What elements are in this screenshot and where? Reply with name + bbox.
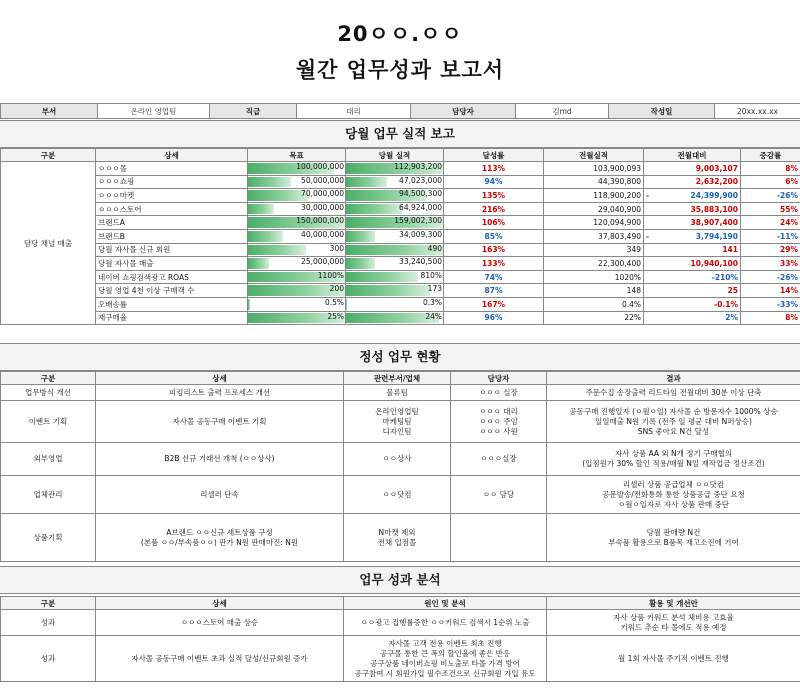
perf-prev: 29,040,900 xyxy=(544,202,644,216)
perf-actual-bar[interactable] xyxy=(346,284,444,298)
perf-prev: 22% xyxy=(544,311,644,325)
perf-target-value: 30,000,000 xyxy=(301,202,344,212)
perf-change: -26% xyxy=(741,189,800,203)
perf-target-bar-wrap xyxy=(248,298,345,311)
perf-rate: 133% xyxy=(444,257,544,271)
perf-diff xyxy=(644,175,741,189)
perf-diff-value: 24,399,900 xyxy=(690,190,738,200)
perf-row xyxy=(1,243,800,257)
perf-target-value: 40,000,000 xyxy=(301,229,344,239)
perf-rate: 135% xyxy=(444,189,544,203)
perf-actual-value: 159,002,300 xyxy=(394,216,442,226)
perf-item-name[interactable]: ㅇㅇㅇ마켓 xyxy=(96,189,248,203)
ana-detail[interactable]: 자사몰 공동구매 이벤트 초과 실적 달성/신규회원 증가 xyxy=(96,636,344,682)
perf-target-bar[interactable] xyxy=(248,189,346,203)
perf-item-name[interactable]: 당월 자사몰 매출 xyxy=(96,257,248,271)
qual-detail[interactable]: 리셀러 단속 xyxy=(96,476,344,514)
perf-row xyxy=(1,297,800,311)
perf-target-bar[interactable] xyxy=(248,270,346,284)
perf-rate: 74% xyxy=(444,270,544,284)
perf-item-name[interactable]: 브랜드B xyxy=(96,229,248,243)
qual-detail[interactable]: 피킹리스트 출력 프로세스 개선 xyxy=(96,385,344,401)
perf-row xyxy=(1,162,800,176)
perf-diff-value: 25 xyxy=(727,286,738,296)
perf-change: -11% xyxy=(741,229,800,243)
perf-target-value: 1100% xyxy=(317,270,344,280)
perf-target-value: 150,000,000 xyxy=(296,216,344,226)
perf-diff-value: -210% xyxy=(711,272,738,282)
perf-item-name[interactable]: 당월 영업 4천 이상 구매객 수 xyxy=(96,284,248,298)
perf-actual-value: 94,500,300 xyxy=(399,189,442,199)
perf-item-name[interactable]: ㅇㅇㅇ몰 xyxy=(96,162,248,176)
qual-header-cell: 관련부서/업체 xyxy=(344,372,451,385)
perf-target-bar[interactable] xyxy=(248,243,346,257)
perf-diff-value: 9,003,107 xyxy=(695,163,738,173)
ana-cause[interactable]: 자사몰 고객 전용 이벤트 최초 진행 공구몰 통한 큰 폭의 할인율에 좋은 반응 공구상품 네이버쇼핑 비노출로 타몰 가격 방어 공구참여 시 회원가입 필수조건으로 신규회원 가입 유도 xyxy=(344,636,547,682)
perf-actual-value: 34,009,300 xyxy=(399,229,442,239)
qual-result[interactable]: 리셀러 상품 공급업체 ㅇㅇ닷컴 공문발송/전화통화 통한 상품공급 중단 요청 ㅇ월ㅇ일자로 자사 상품 판매 중단 xyxy=(547,476,800,514)
perf-target-bar[interactable] xyxy=(248,257,346,271)
qual-owner[interactable]: ㅇㅇㅇ 대리 ㅇㅇㅇ 주임 ㅇㅇㅇ 사원 xyxy=(451,401,547,443)
perf-prev: 148 xyxy=(544,284,644,298)
qual-section-title: 정성 업무 현황 xyxy=(0,343,800,371)
ana-cat: 성과 xyxy=(1,610,96,636)
perf-rate: 96% xyxy=(444,311,544,325)
qual-cat: 업체관리 xyxy=(1,476,96,514)
perf-header-cell: 목표 xyxy=(248,149,346,162)
qual-table xyxy=(0,371,800,562)
qual-header-cell: 담당자 xyxy=(451,372,547,385)
perf-target-value: 0.5% xyxy=(324,297,344,307)
perf-table xyxy=(0,148,800,325)
perf-change: 6% xyxy=(741,175,800,189)
perf-target-value: 200 xyxy=(329,284,344,294)
perf-header-cell: 증감률 xyxy=(741,149,800,162)
perf-target-bar[interactable] xyxy=(248,216,346,230)
perf-actual-bar-wrap xyxy=(346,203,443,216)
perf-item-name[interactable]: 당월 자사몰 신규 회원 xyxy=(96,243,248,257)
perf-change: 8% xyxy=(741,162,800,176)
qual-detail[interactable]: B2B 신규 거래선 개척 (ㅇㅇ상사) xyxy=(96,443,344,476)
perf-actual-value: 24% xyxy=(425,311,442,321)
ana-plan[interactable]: 월 1회 자사몰 주기적 이벤트 진행 xyxy=(547,636,800,682)
perf-actual-bar-wrap xyxy=(346,189,443,202)
perf-diff-mark: - xyxy=(646,231,650,241)
perf-prev: 22,300,400 xyxy=(544,257,644,271)
perf-header-cell: 달성률 xyxy=(444,149,544,162)
qual-related[interactable]: 물류팀 xyxy=(344,385,451,401)
qual-related[interactable]: 온라인영업팀 마케팅팀 디자인팀 xyxy=(344,401,451,443)
perf-diff xyxy=(644,216,741,230)
perf-actual-bar-wrap xyxy=(346,298,443,311)
perf-prev: 0.4% xyxy=(544,297,644,311)
perf-diff-value: 2% xyxy=(725,313,738,323)
perf-change: 33% xyxy=(741,257,800,271)
perf-actual-bar[interactable] xyxy=(346,229,444,243)
perf-prev: 103,900,093 xyxy=(544,162,644,176)
perf-actual-bar-wrap xyxy=(346,271,443,284)
perf-target-value: 50,000,000 xyxy=(301,175,344,185)
perf-item-name[interactable]: 브랜드A xyxy=(96,216,248,230)
perf-rate: 216% xyxy=(444,202,544,216)
perf-actual-value: 810% xyxy=(420,270,442,280)
perf-item-name[interactable]: ㅇㅇㅇ쇼핑 xyxy=(96,175,248,189)
perf-target-value: 70,000,000 xyxy=(301,189,344,199)
perf-rate: 87% xyxy=(444,284,544,298)
perf-actual-value: 47,023,000 xyxy=(399,175,442,185)
perf-target-bar-wrap xyxy=(248,244,345,257)
perf-prev: 1020% xyxy=(544,270,644,284)
perf-target-bar-wrap xyxy=(248,284,345,297)
perf-target-bar-wrap xyxy=(248,312,345,325)
perf-change: 55% xyxy=(741,202,800,216)
perf-diff-value: 38,907,400 xyxy=(690,218,738,228)
perf-target-value: 25% xyxy=(327,311,344,321)
perf-rate: 106% xyxy=(444,216,544,230)
perf-header-cell: 전월실적 xyxy=(544,149,644,162)
perf-actual-value: 490 xyxy=(427,243,442,253)
qual-detail[interactable]: 자사몰 공동구매 이벤트 기획 xyxy=(96,401,344,443)
perf-row xyxy=(1,284,800,298)
perf-prev: 37,803,490 xyxy=(544,229,644,243)
perf-target-value: 100,000,000 xyxy=(296,162,344,171)
perf-target-bar[interactable] xyxy=(248,162,346,176)
perf-diff xyxy=(644,162,741,176)
perf-actual-value: 173 xyxy=(427,284,442,294)
perf-actual-bar-wrap xyxy=(346,312,443,325)
qual-header-cell: 구분 xyxy=(1,372,96,385)
ana-plan[interactable]: 자사 상품 키워드 분석 체비용 고효율 키워드 추순 타 몰에도 적용 예정 xyxy=(547,610,800,636)
perf-prev: 120,094,900 xyxy=(544,216,644,230)
perf-target-bar-wrap xyxy=(248,162,345,175)
perf-header-cell: 상세 xyxy=(96,149,248,162)
perf-change: 29% xyxy=(741,243,800,257)
owner-value[interactable]: 김md xyxy=(516,104,609,119)
date-value[interactable]: 20xx.xx.xx xyxy=(715,104,800,119)
perf-target-bar-wrap xyxy=(248,176,345,189)
date-label: 작성일 xyxy=(609,104,715,119)
perf-rate: 163% xyxy=(444,243,544,257)
qual-result[interactable]: 주문수집 송장출력 리드타임 전월대비 30분 이상 단축 xyxy=(547,385,800,401)
perf-actual-bar[interactable] xyxy=(346,257,444,271)
perf-diff-mark: - xyxy=(646,190,650,200)
perf-prev: 349 xyxy=(544,243,644,257)
perf-row xyxy=(1,270,800,284)
perf-actual-value: 0.3% xyxy=(422,297,442,307)
perf-target-value: 25,000,000 xyxy=(301,257,344,267)
qual-result[interactable]: 공동구매 진행일자 (ㅇ월ㅇ일) 자사몰 순 방문자수 1000% 상승 일일매출 N원 기록 (전주 일 평균 대비 N퍼상승) SNS 좋아요 N건 달성 xyxy=(547,401,800,443)
perf-actual-bar[interactable] xyxy=(346,297,444,311)
perf-actual-bar[interactable] xyxy=(346,216,444,230)
qual-owner[interactable]: ㅇㅇㅇ 실장 xyxy=(451,385,547,401)
perf-row xyxy=(1,189,800,203)
ana-header-cell: 상세 xyxy=(96,597,344,610)
perf-rate: 113% xyxy=(444,162,544,176)
report-period: 20ㅇㅇ.ㅇㅇ xyxy=(337,22,463,46)
ana-header-cell: 원인 및 분석 xyxy=(344,597,547,610)
perf-row xyxy=(1,175,800,189)
perf-diff-value: 2,632,200 xyxy=(695,177,738,187)
perf-row xyxy=(1,202,800,216)
perf-actual-bar[interactable] xyxy=(346,270,444,284)
perf-target-bar-wrap xyxy=(248,203,345,216)
perf-diff-value: 10,940,100 xyxy=(690,258,738,268)
perf-diff-value: 141 xyxy=(722,245,738,255)
perf-target-bar[interactable] xyxy=(248,297,346,311)
perf-actual-bar-wrap xyxy=(346,216,443,229)
perf-rate: 167% xyxy=(444,297,544,311)
ana-cause[interactable]: ㅇㅇ광고 집행률증한 ㅇㅇ키워드 검색시 1순위 노출 xyxy=(344,610,547,636)
perf-diff-value: -0.1% xyxy=(714,299,738,309)
qual-cat: 업무방식 개선 xyxy=(1,385,96,401)
ana-cat: 성과 xyxy=(1,636,96,682)
qual-related[interactable]: N마켓 제외 전채 입점몰 xyxy=(344,514,451,562)
perf-actual-bar-wrap xyxy=(346,230,443,243)
perf-change: 14% xyxy=(741,284,800,298)
perf-section-title: 당월 업무 실적 보고 xyxy=(0,120,800,148)
perf-change: 24% xyxy=(741,216,800,230)
qual-row xyxy=(1,476,800,514)
perf-actual-value: 33,240,500 xyxy=(399,257,442,267)
rank-label: 직급 xyxy=(210,104,297,119)
perf-target-value: 300 xyxy=(329,243,344,253)
ana-section-title: 업무 성과 분석 xyxy=(0,566,800,594)
perf-item-name[interactable]: 재구매율 xyxy=(96,311,248,325)
qual-header-cell: 상세 xyxy=(96,372,344,385)
perf-diff xyxy=(644,311,741,325)
perf-actual-bar[interactable] xyxy=(346,243,444,257)
ana-table xyxy=(0,596,800,682)
qual-detail[interactable]: A브랜드 ㅇㅇ신규 세트상품 구성 (본품 ㅇㅇ/부속품ㅇㅇ) 판가 N원 판매마진: N원 xyxy=(96,514,344,562)
perf-diff xyxy=(644,270,741,284)
qual-cat: 이벤트 기획 xyxy=(1,401,96,443)
ana-row xyxy=(1,610,800,636)
qual-owner[interactable]: ㅇㅇㅇ실장 xyxy=(451,443,547,476)
perf-group-label: 담당 채널 매출 xyxy=(1,162,96,325)
perf-actual-bar-wrap xyxy=(346,284,443,297)
perf-target-bar[interactable] xyxy=(248,202,346,216)
perf-item-name[interactable]: ㅇㅇㅇ스토어 xyxy=(96,202,248,216)
qual-header-cell: 결과 xyxy=(547,372,800,385)
perf-actual-bar-wrap xyxy=(346,162,443,175)
owner-label: 담당자 xyxy=(411,104,516,119)
rank-value[interactable]: 대리 xyxy=(297,104,411,119)
ana-detail[interactable]: ㅇㅇㅇ스토어 매출 상승 xyxy=(96,610,344,636)
perf-rate: 85% xyxy=(444,229,544,243)
qual-owner[interactable]: ㅇㅇ 담당 xyxy=(451,476,547,514)
perf-target-bar[interactable] xyxy=(248,175,346,189)
perf-target-bar[interactable] xyxy=(248,229,346,243)
perf-actual-bar-wrap xyxy=(346,244,443,257)
perf-target-bar[interactable] xyxy=(248,284,346,298)
perf-diff xyxy=(644,202,741,216)
ana-header-cell: 활용 및 개선안 xyxy=(547,597,800,610)
report-title: 월간 업무성과 보고서 xyxy=(295,58,505,82)
perf-actual-bar-wrap xyxy=(346,176,443,189)
perf-target-bar-wrap xyxy=(248,189,345,202)
qual-row xyxy=(1,443,800,476)
dept-value[interactable]: 온라인 영업팀 xyxy=(98,104,210,119)
perf-actual-value: 112,903,200 xyxy=(394,162,442,171)
perf-target-bar-wrap xyxy=(248,271,345,284)
perf-actual-bar[interactable] xyxy=(346,162,444,176)
perf-diff xyxy=(644,284,741,298)
qual-related[interactable]: ㅇㅇ상사 xyxy=(344,443,451,476)
perf-diff-value: 3,794,190 xyxy=(695,231,738,241)
perf-actual-bar[interactable] xyxy=(346,175,444,189)
qual-result[interactable]: 당월 판매량 N건 부속품 활용으로 B품목 재고소진에 기여 xyxy=(547,514,800,562)
perf-diff xyxy=(644,297,741,311)
perf-diff xyxy=(644,229,741,243)
perf-diff xyxy=(644,189,741,203)
perf-diff xyxy=(644,257,741,271)
qual-row xyxy=(1,401,800,443)
qual-row xyxy=(1,385,800,401)
perf-actual-bar[interactable] xyxy=(346,189,444,203)
perf-item-name[interactable]: 네이버 쇼핑검색광고 ROAS xyxy=(96,270,248,284)
perf-change: 8% xyxy=(741,311,800,325)
perf-rate: 94% xyxy=(444,175,544,189)
perf-header-cell: 전월대비 xyxy=(644,149,741,162)
perf-actual-bar[interactable] xyxy=(346,202,444,216)
qual-owner[interactable] xyxy=(451,514,547,562)
perf-target-bar-wrap xyxy=(248,230,345,243)
qual-row xyxy=(1,514,800,562)
perf-actual-bar-wrap xyxy=(346,257,443,270)
qual-cat: 상품기획 xyxy=(1,514,96,562)
qual-related[interactable]: ㅇㅇ닷컴 xyxy=(344,476,451,514)
perf-diff-value: 35,883,100 xyxy=(690,204,738,214)
perf-target-bar-wrap xyxy=(248,216,345,229)
perf-change: -33% xyxy=(741,297,800,311)
qual-result[interactable]: 자사 상품 AA 외 N개 정기 구매협의 (입점원가 30% 할인 적용/매월 N일 재작업금 정산조건) xyxy=(547,443,800,476)
ana-row xyxy=(1,636,800,682)
perf-target-bar[interactable] xyxy=(248,311,346,325)
perf-row xyxy=(1,257,800,271)
perf-prev: 44,390,800 xyxy=(544,175,644,189)
dept-label: 부서 xyxy=(1,104,98,119)
perf-row xyxy=(1,229,800,243)
perf-actual-bar[interactable] xyxy=(346,311,444,325)
perf-actual-value: 64,924,000 xyxy=(399,202,442,212)
perf-change: -26% xyxy=(741,270,800,284)
perf-item-name[interactable]: 오배송률 xyxy=(96,297,248,311)
info-table xyxy=(0,103,800,119)
perf-header-cell: 당월 실적 xyxy=(346,149,444,162)
ana-header-cell: 구분 xyxy=(1,597,96,610)
perf-row xyxy=(1,216,800,230)
perf-diff xyxy=(644,243,741,257)
perf-target-bar-wrap xyxy=(248,257,345,270)
perf-header-cell: 구분 xyxy=(1,149,96,162)
qual-cat: 외부영업 xyxy=(1,443,96,476)
perf-prev: 118,900,200 xyxy=(544,189,644,203)
perf-row xyxy=(1,311,800,325)
